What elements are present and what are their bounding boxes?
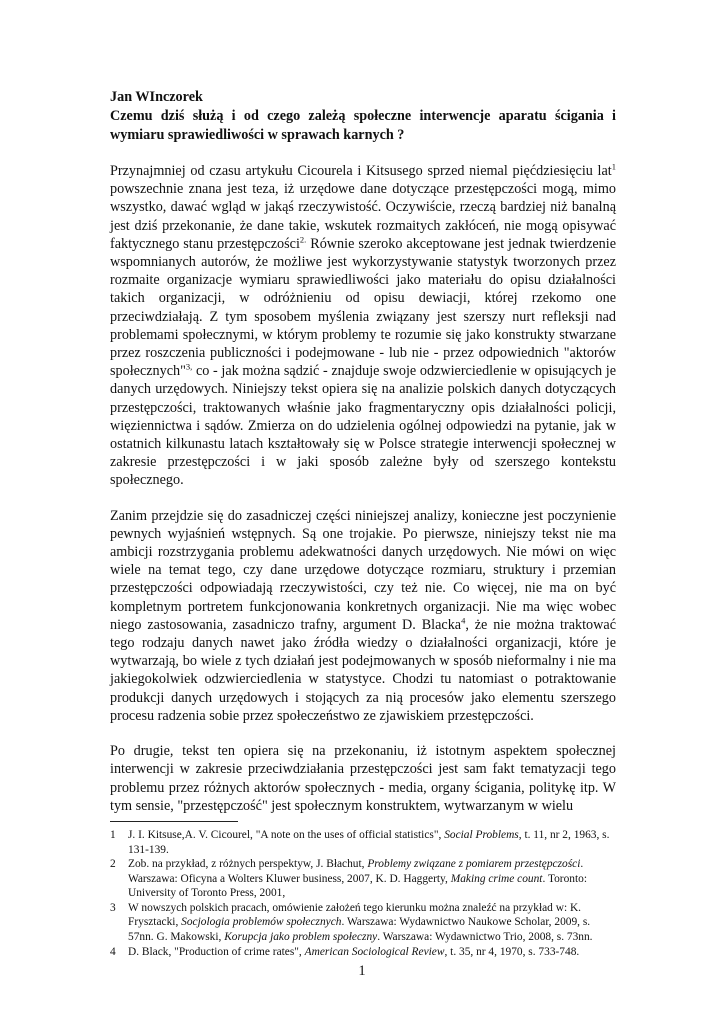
paragraph-2: Zanim przejdzie się do zasadniczej części niniejszej analizy, konieczne jest poczynienie pewnych wyjaśnień wstępnych. Są one trojakie. Po pierwsze, niniejszy tekst nie ma ambicji rozstrzygania problemu adekwatności danych urzędowych. Nie mówi on więc wiele na temat tego, czy dane urzędowe dotyczące rozmiaru, struktury i przemian przestępczości odpowiadają rzeczywistości, czy też nie. Co więcej, nie ma on być kompletnym portretem funkcjonowania konkretnych organizacji. Nie ma więc wobec niego zastosowania, zasadniczo trafny, argument D. Blacka$^4$, że nie można traktować tego rodzaju danych nawet jako źródła wiedzy o działalności organizacji, które je wytwarzają, bo wiele z tych działań jest podejmowanych w sposób nieformalny i nie ma jakiegokolwiek odzwierciedlenia w statystyce. Chodzi tu natomiast o potraktowanie produkcji danych urzędowych i stojących za nią procesów jako elementu szerszego procesu radzenia sobie przez społeczeństwo ze zjawiskiem przestępczości. [110, 507, 616, 724]
footnote-4: 4 D. Black, "Production of crime rates", American Sociological Review, t. 35, nr 4, 1970, s. 733-748. [110, 945, 580, 958]
footnote-ref-4[interactable]: 4 [461, 615, 466, 626]
paragraph-1: Przynajmniej od czasu artykułu Cicourela i Kitsusego sprzed niemal pięćdziesięciu lat$^1$ powszechnie znana jest teza, iż urzędowe dane dotyczące przestępczości mogą, mimo wszystko, dawać wgląd w jakąś rzeczywistość. Oczywiście, rzeczą bardziej niż banalną jest dziś przekonanie, że dane takie, wskutek rozmaitych zakłóceń, nie mogą opisywać faktycznego stanu przestępczości$^{2.}$ Równie szeroko akceptowane jest jednak twierdzenie wspomnianych autorów, że możliwe jest wykorzystywanie statystyk tworzonych przez rozmaite organizacje wymiaru sprawiedliwości jako materiału do opisu działalności takich organizacji, w odróżnieniu od opisu dewiacji, której rzekomo one przeciwdziałają. Z tym sposobem myślenia związany jest szerszy nurt refleksji nad problemami społecznymi, w którym problemy te rozumie się jako konstrukty stwarzane przez roszczenia publiczności i podejmowane - lub nie - przez odpowiednich "aktorów społecznych"$^{3,}$ co - jak można sądzić - znajduje swoje odzwierciedlenie w opisujących je danych urzędowych. Niniejszy tekst opiera się na analizie polskich danych dotyczących przestępczości, traktowanych właśnie jako fragmentaryczny opis działalności policji, więziennictwa i sądów. Zmierza on do udzielenia ogólnej odpowiedzi na pytanie, jak w ostatnich kilkunastu latach kształtowały się w Polsce strategie interwencji społecznej w zakresie przestępczości i w jaki sposób zależne były od szerszego kontekstu społecznego. [110, 161, 616, 489]
footnote-1: 1 J. I. Kitsuse,A. V. Cicourel, "A note on the uses of official statistics", Social Problems, t. 11, nr 2, 1963, s. 131-139. [110, 828, 610, 856]
footnote-number: 1 [110, 828, 116, 841]
footnote-separator [110, 821, 238, 822]
document-page [110, 88, 616, 959]
footnote-number: 4 [110, 945, 116, 958]
footnotes [110, 828, 616, 959]
body-text [110, 162, 616, 815]
footnote-ref-1[interactable]: 1 [611, 161, 616, 172]
footnote-number: 3 [110, 901, 116, 914]
footnote-3: 3 W nowszych polskich pracach, omówienie założeń tego kierunku można znaleźć na przykład w: K. Frysztacki, Socjologia problemów społecznych. Warszawa: Wydawnictwo Naukowe Scholar, 2009, s. 57nn. G. Makowski, Korupcja jako problem społeczny. Warszawa: Wydawnictwo Trio, 2008, s. 73nn. [110, 901, 593, 944]
footnote-number: 2 [110, 858, 116, 871]
footnote-2: 2 Zob. na przykład, z różnych perspektyw, J. Błachut, Problemy związane z pomiarem przestępczości. Warszawa: Oficyna a Wolters Kluwer business, 2007, K. D. Haggerty, Making crime count. Toronto: University of Toronto Press, 2001, [110, 858, 588, 900]
page-number: 1 [358, 963, 366, 979]
article-title: Czemu dziś służą i od czego zależą społeczne interwencje aparatu ścigania i wymiaru sprawiedliwości w sprawach karnych ? [110, 108, 616, 143]
footnote-ref-2[interactable]: 2. [299, 234, 307, 245]
author-name: Jan WInczorek [110, 89, 203, 105]
paragraph-3: Po drugie, tekst ten opiera się na przekonaniu, iż istotnym aspektem społecznej interwencji w zakresie przeciwdziałania przestępczości jest sam fakt tematyzacji tego problemu przez różnych aktorów społecznych - media, organy ścigania, politykę itp. W tym sensie, "przestępczość" jest społecznym konstruktem, wytwarzanym w wielu [110, 743, 616, 814]
footnote-ref-3[interactable]: 3, [185, 361, 193, 372]
